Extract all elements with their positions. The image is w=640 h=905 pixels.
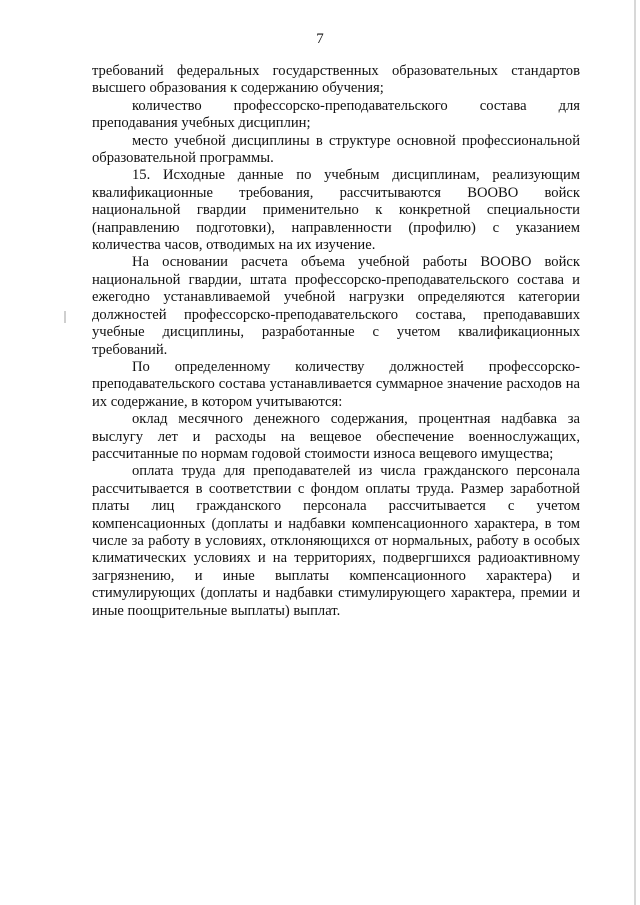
paragraph-3: место учебной дисциплины в структуре основной профессиональной образовательной программы.	[92, 132, 580, 167]
paragraph-1: требований федеральных государственных образовательных стандартов высшего образования к содержанию обучения;	[92, 63, 580, 97]
document-body	[92, 63, 580, 620]
scan-mark	[64, 311, 66, 323]
page-number: 7	[316, 31, 324, 47]
paragraph-4: 15. Исходные данные по учебным дисциплинам, реализующим квалификационные требования, рассчитываются ВООВО войск национальной гвардии применительно к конкретной специальности (направлению подготовки), направленности (профилю) с указанием количества часов, отводимых на их изучение.	[92, 167, 580, 254]
scan-edge	[634, 0, 636, 905]
paragraph-2: количество профессорско-преподавательского состава для преподавания учебных дисциплин;	[92, 97, 580, 132]
paragraph-5: На основании расчета объема учебной работы ВООВО войск национальной гвардии, штата профессорско-преподавательского состава и ежегодно устанавливаемой учебной нагрузки определяются категории должностей профессорско-преподавательского состава, преподававших учебные дисциплины, разработанные с учетом квалификационных требований.	[92, 254, 580, 358]
paragraph-8: оплата труда для преподавателей из числа гражданского персонала рассчитывается в соответствии с фондом оплаты труда. Размер заработной платы лиц гражданского персонала рассчитывается с учетом компенсационных (доплаты и надбавки компенсационного характера, в том числе за работу в условиях, отклоняющихся от нормальных, работу в особых климатических условиях и на территориях, подвергшихся радиоактивному загрязнению, и иные выплаты компенсационного характера) и стимулирующих (доплаты и надбавки стимулирующего характера, премии и иные поощрительные выплаты) выплат.	[92, 463, 580, 619]
paragraph-6: По определенному количеству должностей профессорско-преподавательского состава устанавливается суммарное значение расходов на их содержание, в котором учитываются:	[92, 358, 580, 410]
paragraph-7: оклад месячного денежного содержания, процентная надбавка за выслугу лет и расходы на вещевое обеспечение военнослужащих, рассчитанные по нормам годовой стоимости износа вещевого имущества;	[92, 411, 580, 462]
